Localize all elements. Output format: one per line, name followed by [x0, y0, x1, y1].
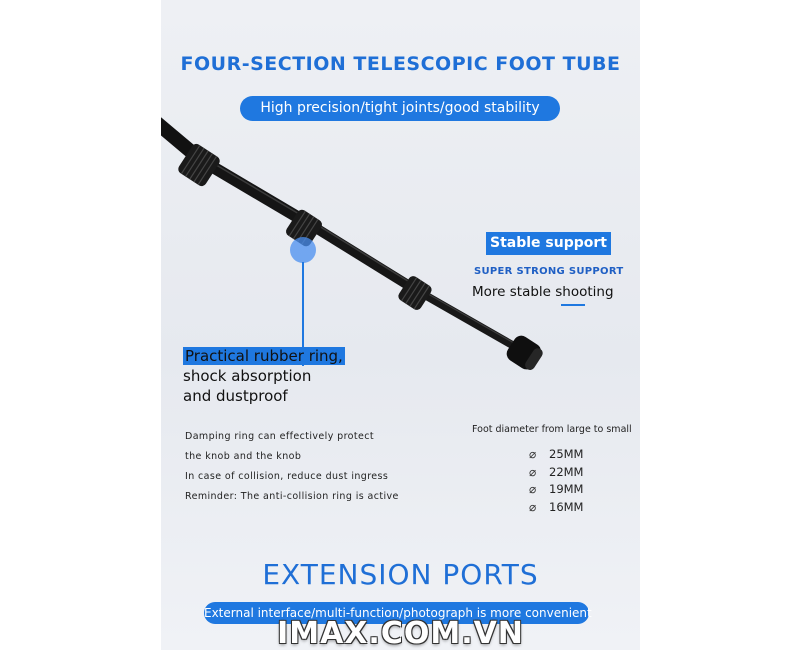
rubber-ring-highlight: Practical rubber ring,: [185, 347, 343, 365]
diameter-icon: ⌀: [529, 464, 537, 479]
feature-item: In case of collision, reduce dust ingress: [185, 471, 389, 482]
diameter-value: 19MM: [549, 482, 584, 496]
tube-section-3: [311, 225, 416, 290]
diameter-list: [529, 446, 583, 516]
accent-underline: [561, 304, 585, 306]
diameter-title: Foot diameter from large to small: [472, 424, 632, 435]
subtitle-badge: High precision/tight joints/good stability: [240, 96, 560, 121]
rubber-ring-callout: [183, 346, 345, 406]
diameter-item: [529, 446, 583, 464]
feature-item: Damping ring can effectively protect: [185, 431, 375, 442]
diameter-icon: ⌀: [529, 499, 537, 514]
feature-item: Reminder: The anti-collision ring is active: [185, 491, 399, 502]
feature-item: the knob and the knob: [185, 451, 302, 462]
rubber-ring-line-2: shock absorption: [183, 367, 312, 385]
diameter-item: [529, 499, 583, 517]
diameter-item: [529, 481, 583, 499]
extension-title: EXTENSION PORTS: [262, 558, 539, 591]
feature-list: [185, 427, 399, 507]
diameter-icon: ⌀: [529, 482, 537, 496]
diameter-value: 25MM: [549, 447, 584, 461]
tripod-leg-illustration: [161, 0, 640, 650]
tube-section-2: [201, 160, 311, 225]
stable-support-label: Stable support: [486, 232, 611, 255]
rubber-ring-line-3: and dustproof: [183, 387, 288, 405]
diameter-value: 16MM: [549, 499, 584, 514]
watermark-logo: IMAX.COM.VN: [277, 616, 524, 650]
product-panel: [161, 0, 640, 650]
diameter-icon: ⌀: [529, 447, 537, 461]
rubber-foot: [504, 333, 546, 374]
diameter-item: [529, 464, 583, 482]
diameter-value: 22MM: [549, 464, 584, 479]
extension-subtitle-badge: External interface/multi-function/photograph is more convenient: [204, 602, 589, 624]
super-strong-label: SUPER STRONG SUPPORT: [474, 266, 624, 277]
stable-description: More stable shooting: [472, 284, 614, 300]
page-title: FOUR-SECTION TELESCOPIC FOOT TUBE: [180, 53, 621, 75]
callout-dot-icon: [290, 237, 316, 263]
